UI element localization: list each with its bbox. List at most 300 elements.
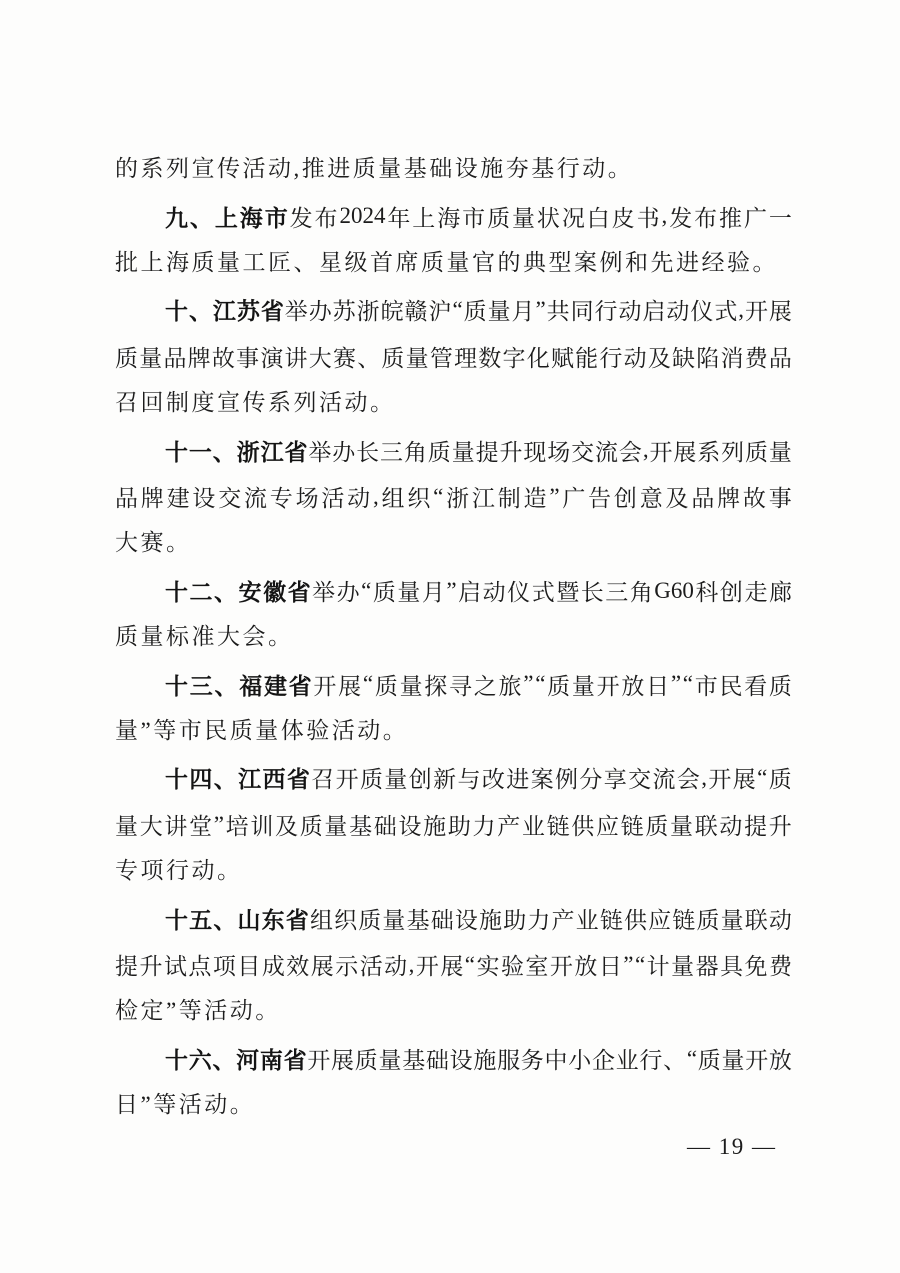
- paragraph-lead-char: 、: [212, 438, 236, 465]
- line-text-char: 质: [360, 767, 383, 793]
- line-text: 召回制度宣传系列活动。: [115, 389, 396, 415]
- line-text-char: 发: [669, 205, 693, 231]
- paragraph-lead-char: 、: [213, 766, 237, 793]
- line-text-char: “: [361, 577, 372, 603]
- line-text-char: ,: [372, 483, 379, 509]
- paragraph-lead-char: 十: [165, 579, 188, 606]
- line-text-char: ”: [446, 577, 457, 603]
- paragraph-lead-char: 二: [189, 579, 213, 606]
- line-text-char: 民: [719, 673, 743, 699]
- line-text-char: 试: [163, 954, 187, 980]
- line-text-char: “: [686, 1045, 698, 1071]
- paragraph-lead-char: 江: [238, 766, 262, 793]
- line-text-char: 大: [139, 814, 163, 840]
- line-text-char: 质: [696, 907, 720, 933]
- paragraph-lead-char: 上: [214, 204, 238, 231]
- line-text-char: 室: [525, 954, 549, 980]
- line-text-char: 供: [623, 907, 647, 933]
- line-text-char: 月: [511, 299, 535, 325]
- line-text-char: 及: [647, 346, 671, 372]
- line-text-char: 看: [744, 673, 768, 699]
- line-text-char: 启: [458, 580, 482, 606]
- line-text-char: 2024: [339, 203, 386, 229]
- paragraph-lead-char: 十: [165, 298, 188, 325]
- line-text-char: 质: [547, 673, 571, 699]
- line-text-char: 施: [479, 907, 503, 933]
- line-text-char: 设: [398, 814, 422, 840]
- line-text-char: 实: [476, 954, 500, 980]
- line-text-char: 月: [421, 580, 445, 606]
- text-line: [115, 1082, 792, 1129]
- line-text-char: ,: [738, 296, 745, 322]
- line-text-char: 交: [571, 439, 595, 465]
- line-text-char: 浙: [446, 486, 470, 512]
- line-text-char: 业: [615, 1048, 639, 1074]
- line-text-char: 市: [694, 673, 718, 699]
- line-text-char: 组: [309, 907, 333, 933]
- line-text-char: 质: [381, 346, 405, 372]
- line-text-char: 专: [269, 486, 293, 512]
- line-text-char: 布: [314, 205, 338, 231]
- line-text-char: ”: [623, 951, 634, 977]
- paragraph-lead-char: 省: [260, 298, 284, 325]
- line-text-char: 动: [768, 907, 792, 933]
- line-text-char: 推: [719, 205, 743, 231]
- line-text-char: 同: [570, 299, 594, 325]
- line-text-char: 探: [424, 673, 448, 699]
- paragraph-lead-char: 五: [189, 906, 213, 933]
- line-text-char: 效: [286, 954, 310, 980]
- line-text-char: 量: [115, 814, 138, 840]
- line-text-char: ”: [670, 671, 682, 697]
- line-text-char: ,: [701, 764, 707, 790]
- line-text-char: 苏: [332, 299, 356, 325]
- line-text-char: “: [535, 671, 546, 697]
- line-text-char: 开: [415, 954, 439, 980]
- line-text-char: 提: [475, 439, 499, 465]
- line-text-char: 训: [250, 814, 274, 840]
- paragraph-lead-char: 十: [165, 906, 188, 933]
- line-text-char: 础: [425, 1048, 449, 1074]
- line-text-char: 故: [211, 346, 235, 372]
- line-text-char: 量: [324, 814, 348, 840]
- line-text-char: 量: [720, 907, 744, 933]
- line-text-char: 开: [649, 439, 673, 465]
- line-text-char: 建: [166, 486, 190, 512]
- paragraph-lead-char: 三: [189, 672, 213, 699]
- line-text-char: 础: [373, 814, 397, 840]
- line-text-char: 基: [406, 907, 430, 933]
- line-text-char: 角: [629, 580, 653, 606]
- paragraph-lead-char: 省: [284, 438, 308, 465]
- paragraph-lead-char: 江: [260, 438, 284, 465]
- line-text-char: 示: [335, 954, 359, 980]
- line-text-char: 应: [648, 907, 672, 933]
- line-text-char: 联: [744, 907, 768, 933]
- line-text-char: “: [634, 951, 646, 977]
- text-line: [115, 286, 792, 333]
- line-text-char: 产: [551, 907, 575, 933]
- line-text: 专项行动。: [115, 857, 243, 883]
- line-text-char: 量: [378, 1048, 402, 1074]
- line-text-char: 助: [503, 907, 527, 933]
- line-text-char: 白: [586, 205, 610, 231]
- line-text-char: 广: [562, 486, 586, 512]
- line-text-char: 开: [307, 1048, 331, 1074]
- line-text-char: 础: [430, 907, 454, 933]
- line-text-char: 业: [521, 814, 545, 840]
- line-text-char: 提: [115, 954, 138, 980]
- paragraph-lead-char: 浙: [236, 438, 260, 465]
- line-text-char: 展: [310, 954, 334, 980]
- document-body: [115, 146, 792, 1129]
- line-text-char: 场: [295, 486, 319, 512]
- line-text-char: 故: [742, 486, 766, 512]
- line-text-char: 大: [308, 346, 332, 372]
- line-text-char: 设: [192, 486, 216, 512]
- line-text-char: “: [452, 296, 463, 322]
- text-line: [115, 848, 792, 895]
- line-text-char: 品: [163, 346, 187, 372]
- line-text-char: 数: [478, 346, 502, 372]
- line-text-char: 业: [575, 907, 599, 933]
- line-text-char: 创: [408, 767, 432, 793]
- line-text-char: 展: [440, 954, 464, 980]
- line-text-char: 计: [646, 954, 670, 980]
- line-text-char: 展: [673, 439, 697, 465]
- line-text-char: 升: [499, 439, 523, 465]
- line-text-char: 布: [694, 205, 718, 231]
- paragraph-lead-char: 九: [165, 204, 188, 231]
- line-text-char: 消: [720, 346, 744, 372]
- line-text-char: 小: [568, 1048, 592, 1074]
- line-text-char: 量: [451, 439, 475, 465]
- line-text-char: 改: [481, 767, 505, 793]
- line-text-char: 廊: [768, 580, 792, 606]
- line-text-char: 中: [544, 1048, 568, 1074]
- line-text-char: 三: [605, 580, 629, 606]
- line-text-char: 能: [575, 346, 599, 372]
- text-line: [115, 895, 792, 942]
- line-text-char: 质: [354, 1048, 378, 1074]
- line-text-char: 提: [744, 814, 768, 840]
- paragraph-lead-char: 河: [236, 1047, 260, 1074]
- paragraph-lead-char: 市: [264, 204, 288, 231]
- paragraph-lead-char: 东: [261, 906, 285, 933]
- line-text-char: ,: [661, 203, 668, 229]
- line-text-char: 放: [574, 954, 598, 980]
- text-line: [115, 942, 792, 989]
- line-text-char: ”: [523, 671, 534, 697]
- line-text-char: 设: [454, 907, 478, 933]
- text-line: [115, 146, 792, 193]
- line-text-char: 活: [359, 954, 383, 980]
- line-text-char: 交: [218, 486, 242, 512]
- line-text-char: 暨: [556, 580, 580, 606]
- paragraph-lead-char: 省: [288, 672, 312, 699]
- text-line: [115, 427, 792, 474]
- line-text-char: 质: [463, 299, 487, 325]
- line-text-char: 质: [645, 814, 669, 840]
- line-text-char: 力: [527, 907, 551, 933]
- paragraph-lead-char: 四: [189, 766, 213, 793]
- line-text-char: 链: [546, 814, 570, 840]
- paragraph-lead-char: 、: [188, 298, 212, 325]
- line-text-char: 成: [261, 954, 285, 980]
- line-text-char: 告: [588, 486, 612, 512]
- paragraph-lead-char: 六: [188, 1047, 212, 1074]
- line-text-char: 赛: [332, 346, 356, 372]
- line-text-char: 及: [275, 814, 299, 840]
- line-text-char: 进: [506, 767, 530, 793]
- line-text-char: 例: [555, 767, 578, 793]
- paragraph-lead-char: 、: [189, 204, 213, 231]
- line-text-char: 演: [260, 346, 284, 372]
- line-text-char: 量: [382, 907, 406, 933]
- line-text-char: 量: [571, 673, 595, 699]
- line-text-char: 质: [697, 1048, 721, 1074]
- line-text-char: 量: [511, 205, 535, 231]
- line-text-char: 广: [743, 205, 767, 231]
- paragraph-lead-char: 省: [287, 579, 311, 606]
- line-text-char: 联: [694, 814, 718, 840]
- line-text-char: 展: [338, 673, 362, 699]
- line-text-char: 升: [768, 814, 792, 840]
- line-text-char: 开: [313, 673, 337, 699]
- line-text-char: 江: [471, 486, 495, 512]
- line-text-char: 况: [561, 205, 585, 231]
- text-line: [115, 988, 792, 1035]
- line-text-char: 书: [636, 205, 660, 231]
- line-text: 日”等活动。: [115, 1091, 256, 1117]
- line-text-char: 行: [599, 346, 623, 372]
- line-text-char: 项: [212, 954, 236, 980]
- line-text-char: 共: [546, 299, 570, 325]
- line-text-char: 办: [308, 299, 332, 325]
- line-text-char: 量: [384, 767, 408, 793]
- line-text-char: 牌: [717, 486, 741, 512]
- line-text-char: 基: [402, 1048, 426, 1074]
- line-text: 量”等市民质量体验活动。: [115, 717, 409, 743]
- line-text-char: 举: [308, 439, 332, 465]
- text-line: [115, 567, 792, 614]
- line-text-char: 应: [595, 814, 619, 840]
- line-text-char: 创: [719, 580, 743, 606]
- line-text-char: 链: [620, 814, 644, 840]
- line-text-char: 量: [399, 673, 423, 699]
- line-text-char: 目: [237, 954, 261, 980]
- line-text-char: 化: [526, 346, 550, 372]
- line-text-char: 旅: [498, 673, 522, 699]
- line-text-char: 长: [356, 439, 380, 465]
- line-text-char: 助: [447, 814, 471, 840]
- line-text-char: 、: [357, 346, 381, 372]
- text-line: [115, 193, 792, 240]
- line-text-char: 沪: [428, 299, 452, 325]
- line-text-char: 质: [745, 439, 769, 465]
- line-text-char: 动: [347, 486, 371, 512]
- line-text-char: 列: [721, 439, 745, 465]
- line-text-char: 日: [646, 673, 670, 699]
- line-text-char: 动: [719, 814, 743, 840]
- line-text-char: 动: [623, 346, 647, 372]
- line-text-char: 字: [502, 346, 526, 372]
- line-text-char: 动: [384, 954, 408, 980]
- line-text-char: 行: [639, 1048, 663, 1074]
- line-text-char: 量: [671, 954, 695, 980]
- line-text-char: 讲: [164, 814, 188, 840]
- text-line: [115, 754, 792, 801]
- line-text-char: “: [433, 483, 444, 509]
- line-text-char: 缺: [672, 346, 696, 372]
- line-text: 质量标准大会。: [115, 623, 294, 649]
- page-number: — 19 —: [687, 1134, 777, 1159]
- line-text-char: 量: [670, 814, 694, 840]
- text-line: [115, 1035, 792, 1082]
- paragraph-lead-char: 南: [259, 1047, 283, 1074]
- line-text-char: “: [757, 764, 768, 790]
- line-text-char: “: [464, 951, 475, 977]
- text-line: [115, 708, 792, 755]
- line-text-char: 开: [596, 673, 620, 699]
- line-text-char: 质: [358, 907, 382, 933]
- line-text-char: 上: [412, 205, 436, 231]
- line-text-char: 开: [744, 299, 768, 325]
- line-text-char: 赣: [404, 299, 428, 325]
- text-line: [115, 240, 792, 287]
- line-text-char: 质: [299, 814, 323, 840]
- paragraph-lead-char: 、: [213, 906, 237, 933]
- line-text: 大赛。: [115, 530, 192, 556]
- line-text-char: 享: [603, 767, 627, 793]
- paragraph-lead-char: 、: [214, 579, 238, 606]
- line-text-char: 链: [672, 907, 696, 933]
- line-text-char: 场: [547, 439, 571, 465]
- line-text-char: 设: [449, 1048, 473, 1074]
- line-text-char: G60: [654, 577, 694, 603]
- line-text-char: 系: [697, 439, 721, 465]
- line-text-char: 质: [374, 673, 398, 699]
- line-text-char: 服: [497, 1048, 521, 1074]
- line-text-char: 启: [642, 299, 666, 325]
- line-text-char: 举: [284, 299, 308, 325]
- line-text-char: 办: [336, 580, 360, 606]
- line-text-char: 意: [639, 486, 663, 512]
- line-text-char: 量: [768, 439, 792, 465]
- line-text-char: 管: [429, 346, 453, 372]
- line-text-char: 讲: [284, 346, 308, 372]
- line-text-char: 链: [599, 907, 623, 933]
- line-text-char: 案: [530, 767, 554, 793]
- paragraph-lead-char: 山: [237, 906, 261, 933]
- line-text-char: 新: [433, 767, 457, 793]
- line-text-char: 质: [487, 205, 511, 231]
- line-text-char: 市: [462, 205, 486, 231]
- line-text-char: 造: [523, 486, 547, 512]
- line-text-char: 展: [331, 1048, 355, 1074]
- line-text-char: ”: [213, 811, 224, 837]
- line-text-char: 量: [721, 1048, 745, 1074]
- line-text-char: 行: [594, 299, 618, 325]
- line-text-char: 放: [768, 1048, 792, 1074]
- line-text-char: 施: [423, 814, 447, 840]
- line-text-char: 费: [744, 346, 768, 372]
- line-text-char: 质: [372, 580, 396, 606]
- line-text-char: 式: [714, 299, 738, 325]
- line-text-char: 质: [768, 673, 792, 699]
- line-text-char: 开: [745, 1048, 769, 1074]
- paragraph-lead-char: 苏: [236, 298, 260, 325]
- line-text-char: 质: [427, 439, 451, 465]
- line-text-char: ”: [549, 483, 560, 509]
- line-text-char: 及: [665, 486, 689, 512]
- line-text-char: 动: [666, 299, 690, 325]
- text-line: [115, 614, 792, 661]
- line-text-char: 现: [523, 439, 547, 465]
- line-text-char: 角: [403, 439, 427, 465]
- line-text-char: 举: [312, 580, 336, 606]
- line-text-char: 具: [720, 954, 744, 980]
- line-text-char: 一: [768, 205, 792, 231]
- line-text-char: 皮: [611, 205, 635, 231]
- paragraph-lead-char: 十: [165, 438, 188, 465]
- line-text-char: 堂: [189, 814, 213, 840]
- paragraph-lead-char: 徽: [263, 579, 287, 606]
- paragraph-lead-char: 建: [263, 672, 287, 699]
- line-text-char: 品: [115, 486, 138, 512]
- line-text-char: 科: [695, 580, 719, 606]
- line-text-char: 量: [487, 299, 511, 325]
- paragraph-lead-char: 省: [283, 1047, 307, 1074]
- line-text-char: 发: [289, 205, 313, 231]
- line-text-char: 陷: [696, 346, 720, 372]
- line-text-char: 升: [139, 954, 163, 980]
- line-text-char: 寻: [449, 673, 473, 699]
- line-text-char: 交: [628, 767, 652, 793]
- line-text-char: 质: [768, 767, 792, 793]
- line-text-char: 与: [457, 767, 481, 793]
- line-text-char: 牌: [140, 486, 164, 512]
- text-line: [115, 661, 792, 708]
- line-text-char: 品: [768, 346, 792, 372]
- paragraph-lead-char: 、: [212, 1047, 236, 1074]
- line-text-char: 牌: [187, 346, 211, 372]
- line-text-char: 事: [768, 486, 792, 512]
- line-text-char: 量: [405, 346, 429, 372]
- line-text-char: 开: [708, 767, 732, 793]
- paragraph-lead-char: 十: [165, 766, 188, 793]
- line-text-char: 流: [652, 767, 676, 793]
- line-text-char: 展: [732, 767, 756, 793]
- line-text-char: 皖: [380, 299, 404, 325]
- line-text-char: ”: [535, 296, 546, 322]
- line-text-char: 组: [381, 486, 405, 512]
- line-text-char: 流: [595, 439, 619, 465]
- line-text-char: 状: [536, 205, 560, 231]
- line-text-char: “: [362, 671, 374, 697]
- line-text-char: 量: [139, 346, 163, 372]
- line-text-char: 之: [473, 673, 497, 699]
- line-text-char: 分: [579, 767, 603, 793]
- line-text-char: 务: [520, 1048, 544, 1074]
- text-line: [115, 520, 792, 567]
- text-line: [115, 474, 792, 521]
- line-text-char: 流: [243, 486, 267, 512]
- line-text-char: 动: [482, 580, 506, 606]
- line-text-char: 三: [380, 439, 404, 465]
- line-text-char: 免: [744, 954, 768, 980]
- line-text-char: 召: [311, 767, 335, 793]
